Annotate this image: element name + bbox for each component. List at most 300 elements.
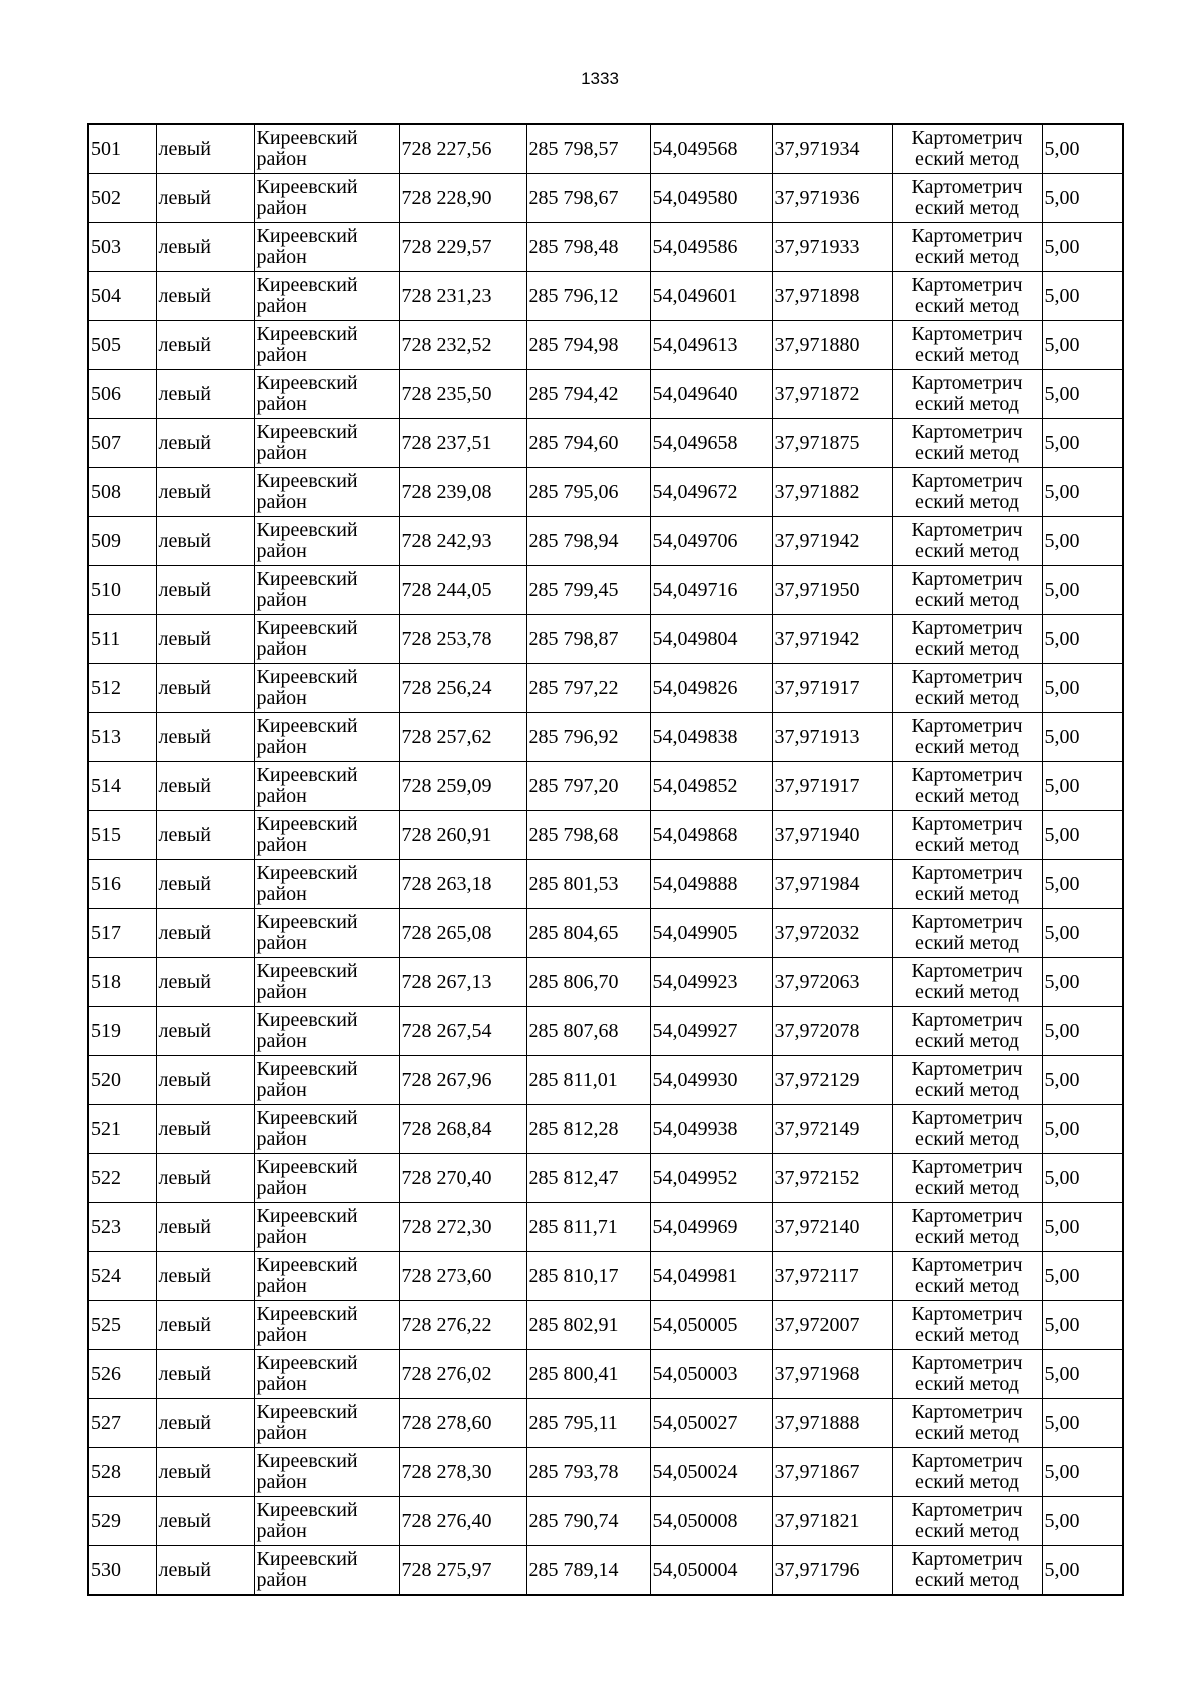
x-coordinate-cell: 728 267,13	[399, 958, 526, 1007]
longitude-cell: 37,972032	[772, 909, 892, 958]
method-cell-line: Картометрич	[911, 1401, 1023, 1423]
side-cell: левый	[156, 762, 254, 811]
side-cell: левый	[156, 321, 254, 370]
district-cell-line: район	[256, 638, 307, 660]
district-cell-line: район	[256, 1422, 307, 1444]
longitude-cell: 37,971898	[772, 272, 892, 321]
method-cell	[892, 517, 1042, 566]
y-coordinate-cell: 285 811,01	[526, 1056, 650, 1105]
latitude-cell: 54,049640	[650, 370, 772, 419]
accuracy-cell: 5,00	[1042, 1203, 1123, 1252]
accuracy-cell: 5,00	[1042, 1056, 1123, 1105]
district-cell	[254, 1350, 399, 1399]
side-cell: левый	[156, 174, 254, 223]
method-cell	[892, 174, 1042, 223]
table-row	[88, 1497, 1123, 1546]
method-cell-line: еский метод	[915, 344, 1019, 366]
table-row	[88, 762, 1123, 811]
point-number-cell: 509	[88, 517, 156, 566]
method-cell-line: Картометрич	[911, 960, 1023, 982]
method-cell-line: Картометрич	[911, 568, 1023, 590]
method-cell-line: еский метод	[915, 932, 1019, 954]
method-cell-line: еский метод	[915, 1373, 1019, 1395]
district-cell-line: район	[256, 1471, 307, 1493]
method-cell-line: еский метод	[915, 1226, 1019, 1248]
latitude-cell: 54,049613	[650, 321, 772, 370]
x-coordinate-cell: 728 232,52	[399, 321, 526, 370]
y-coordinate-cell: 285 798,94	[526, 517, 650, 566]
table-row	[88, 1203, 1123, 1252]
district-cell-line: Киреевский	[256, 127, 358, 149]
method-cell	[892, 272, 1042, 321]
district-cell	[254, 713, 399, 762]
side-cell: левый	[156, 517, 254, 566]
latitude-cell: 54,049601	[650, 272, 772, 321]
y-coordinate-cell: 285 806,70	[526, 958, 650, 1007]
longitude-cell: 37,971867	[772, 1448, 892, 1497]
method-cell-line: Картометрич	[911, 127, 1023, 149]
method-cell	[892, 713, 1042, 762]
method-cell	[892, 811, 1042, 860]
method-cell	[892, 1301, 1042, 1350]
point-number-cell: 510	[88, 566, 156, 615]
district-cell-line: район	[256, 148, 307, 170]
district-cell-line: район	[256, 1177, 307, 1199]
method-cell-line: Картометрич	[911, 1548, 1023, 1570]
longitude-cell: 37,972140	[772, 1203, 892, 1252]
district-cell	[254, 762, 399, 811]
latitude-cell: 54,049706	[650, 517, 772, 566]
x-coordinate-cell: 728 270,40	[399, 1154, 526, 1203]
district-cell	[254, 811, 399, 860]
method-cell-line: еский метод	[915, 687, 1019, 709]
district-cell	[254, 1497, 399, 1546]
longitude-cell: 37,971913	[772, 713, 892, 762]
x-coordinate-cell: 728 278,60	[399, 1399, 526, 1448]
longitude-cell: 37,971917	[772, 762, 892, 811]
method-cell	[892, 419, 1042, 468]
side-cell: левый	[156, 1301, 254, 1350]
table-row	[88, 664, 1123, 713]
district-cell-line: район	[256, 785, 307, 807]
side-cell: левый	[156, 664, 254, 713]
method-cell-line: Картометрич	[911, 470, 1023, 492]
method-cell	[892, 1497, 1042, 1546]
method-cell	[892, 762, 1042, 811]
side-cell: левый	[156, 272, 254, 321]
district-cell	[254, 958, 399, 1007]
latitude-cell: 54,049952	[650, 1154, 772, 1203]
x-coordinate-cell: 728 227,56	[399, 124, 526, 174]
district-cell-line: Киреевский	[256, 1254, 358, 1276]
method-cell-line: Картометрич	[911, 1107, 1023, 1129]
accuracy-cell: 5,00	[1042, 664, 1123, 713]
side-cell: левый	[156, 124, 254, 174]
y-coordinate-cell: 285 801,53	[526, 860, 650, 909]
table-row	[88, 468, 1123, 517]
district-cell	[254, 321, 399, 370]
table-row	[88, 370, 1123, 419]
latitude-cell: 54,049838	[650, 713, 772, 762]
district-cell	[254, 1301, 399, 1350]
y-coordinate-cell: 285 800,41	[526, 1350, 650, 1399]
method-cell-line: еский метод	[915, 540, 1019, 562]
method-cell	[892, 223, 1042, 272]
method-cell-line: еский метод	[915, 197, 1019, 219]
y-coordinate-cell: 285 812,28	[526, 1105, 650, 1154]
side-cell: левый	[156, 223, 254, 272]
district-cell	[254, 1105, 399, 1154]
x-coordinate-cell: 728 242,93	[399, 517, 526, 566]
method-cell-line: Картометрич	[911, 764, 1023, 786]
method-cell-line: Картометрич	[911, 1352, 1023, 1374]
accuracy-cell: 5,00	[1042, 370, 1123, 419]
point-number-cell: 507	[88, 419, 156, 468]
district-cell	[254, 370, 399, 419]
latitude-cell: 54,049658	[650, 419, 772, 468]
district-cell-line: Киреевский	[256, 1009, 358, 1031]
method-cell	[892, 1350, 1042, 1399]
x-coordinate-cell: 728 253,78	[399, 615, 526, 664]
district-cell	[254, 1399, 399, 1448]
point-number-cell: 522	[88, 1154, 156, 1203]
y-coordinate-cell: 285 797,22	[526, 664, 650, 713]
x-coordinate-cell: 728 276,02	[399, 1350, 526, 1399]
y-coordinate-cell: 285 789,14	[526, 1546, 650, 1596]
longitude-cell: 37,971936	[772, 174, 892, 223]
method-cell-line: Картометрич	[911, 1303, 1023, 1325]
y-coordinate-cell: 285 798,67	[526, 174, 650, 223]
district-cell	[254, 1203, 399, 1252]
district-cell-line: Киреевский	[256, 960, 358, 982]
point-number-cell: 506	[88, 370, 156, 419]
point-number-cell: 504	[88, 272, 156, 321]
latitude-cell: 54,049580	[650, 174, 772, 223]
latitude-cell: 54,049905	[650, 909, 772, 958]
district-cell-line: Киреевский	[256, 1352, 358, 1374]
x-coordinate-cell: 728 265,08	[399, 909, 526, 958]
x-coordinate-cell: 728 276,22	[399, 1301, 526, 1350]
y-coordinate-cell: 285 798,57	[526, 124, 650, 174]
district-cell-line: Киреевский	[256, 666, 358, 688]
district-cell-line: район	[256, 295, 307, 317]
accuracy-cell: 5,00	[1042, 860, 1123, 909]
method-cell-line: Картометрич	[911, 666, 1023, 688]
point-number-cell: 519	[88, 1007, 156, 1056]
district-cell-line: Киреевский	[256, 225, 358, 247]
district-cell	[254, 517, 399, 566]
point-number-cell: 520	[88, 1056, 156, 1105]
district-cell-line: Киреевский	[256, 1450, 358, 1472]
accuracy-cell: 5,00	[1042, 419, 1123, 468]
table-row	[88, 958, 1123, 1007]
table-row	[88, 272, 1123, 321]
district-cell	[254, 468, 399, 517]
accuracy-cell: 5,00	[1042, 1105, 1123, 1154]
table-body	[88, 124, 1123, 1595]
point-number-cell: 511	[88, 615, 156, 664]
table-row	[88, 223, 1123, 272]
method-cell	[892, 860, 1042, 909]
latitude-cell: 54,049888	[650, 860, 772, 909]
table-row	[88, 909, 1123, 958]
district-cell	[254, 1448, 399, 1497]
longitude-cell: 37,972152	[772, 1154, 892, 1203]
side-cell: левый	[156, 1203, 254, 1252]
method-cell-line: еский метод	[915, 1569, 1019, 1591]
table-row	[88, 1105, 1123, 1154]
district-cell	[254, 1252, 399, 1301]
y-coordinate-cell: 285 798,48	[526, 223, 650, 272]
district-cell-line: район	[256, 1569, 307, 1591]
district-cell-line: район	[256, 981, 307, 1003]
district-cell-line: Киреевский	[256, 715, 358, 737]
x-coordinate-cell: 728 231,23	[399, 272, 526, 321]
side-cell: левый	[156, 1007, 254, 1056]
method-cell	[892, 1448, 1042, 1497]
y-coordinate-cell: 285 810,17	[526, 1252, 650, 1301]
district-cell-line: район	[256, 834, 307, 856]
district-cell-line: Киреевский	[256, 1499, 358, 1521]
accuracy-cell: 5,00	[1042, 517, 1123, 566]
longitude-cell: 37,972078	[772, 1007, 892, 1056]
district-cell	[254, 860, 399, 909]
latitude-cell: 54,049672	[650, 468, 772, 517]
method-cell-line: еский метод	[915, 883, 1019, 905]
side-cell: левый	[156, 860, 254, 909]
y-coordinate-cell: 285 795,06	[526, 468, 650, 517]
district-cell	[254, 566, 399, 615]
method-cell-line: Картометрич	[911, 715, 1023, 737]
y-coordinate-cell: 285 798,68	[526, 811, 650, 860]
table-row	[88, 1252, 1123, 1301]
district-cell	[254, 419, 399, 468]
district-cell	[254, 124, 399, 174]
side-cell: левый	[156, 468, 254, 517]
table-row	[88, 811, 1123, 860]
longitude-cell: 37,972149	[772, 1105, 892, 1154]
x-coordinate-cell: 728 260,91	[399, 811, 526, 860]
method-cell-line: еский метод	[915, 295, 1019, 317]
accuracy-cell: 5,00	[1042, 909, 1123, 958]
side-cell: левый	[156, 1497, 254, 1546]
latitude-cell: 54,050005	[650, 1301, 772, 1350]
district-cell-line: район	[256, 393, 307, 415]
side-cell: левый	[156, 958, 254, 1007]
longitude-cell: 37,971872	[772, 370, 892, 419]
y-coordinate-cell: 285 807,68	[526, 1007, 650, 1056]
method-cell	[892, 1105, 1042, 1154]
longitude-cell: 37,971940	[772, 811, 892, 860]
method-cell-line: еский метод	[915, 1030, 1019, 1052]
district-cell-line: район	[256, 932, 307, 954]
method-cell	[892, 124, 1042, 174]
district-cell-line: Киреевский	[256, 813, 358, 835]
latitude-cell: 54,049826	[650, 664, 772, 713]
side-cell: левый	[156, 909, 254, 958]
district-cell	[254, 909, 399, 958]
district-cell-line: Киреевский	[256, 1303, 358, 1325]
table-row	[88, 1350, 1123, 1399]
point-number-cell: 505	[88, 321, 156, 370]
accuracy-cell: 5,00	[1042, 1301, 1123, 1350]
accuracy-cell: 5,00	[1042, 615, 1123, 664]
district-cell-line: Киреевский	[256, 372, 358, 394]
x-coordinate-cell: 728 237,51	[399, 419, 526, 468]
table-row	[88, 1007, 1123, 1056]
point-number-cell: 503	[88, 223, 156, 272]
district-cell-line: район	[256, 491, 307, 513]
district-cell-line: Киреевский	[256, 1548, 358, 1570]
table-row	[88, 1301, 1123, 1350]
point-number-cell: 524	[88, 1252, 156, 1301]
y-coordinate-cell: 285 793,78	[526, 1448, 650, 1497]
x-coordinate-cell: 728 276,40	[399, 1497, 526, 1546]
table-row	[88, 1448, 1123, 1497]
district-cell-line: район	[256, 1079, 307, 1101]
y-coordinate-cell: 285 795,11	[526, 1399, 650, 1448]
longitude-cell: 37,972063	[772, 958, 892, 1007]
method-cell	[892, 1154, 1042, 1203]
longitude-cell: 37,971821	[772, 1497, 892, 1546]
point-number-cell: 514	[88, 762, 156, 811]
accuracy-cell: 5,00	[1042, 174, 1123, 223]
district-cell-line: район	[256, 246, 307, 268]
district-cell-line: Киреевский	[256, 764, 358, 786]
district-cell-line: Киреевский	[256, 1058, 358, 1080]
point-number-cell: 529	[88, 1497, 156, 1546]
x-coordinate-cell: 728 272,30	[399, 1203, 526, 1252]
method-cell-line: Картометрич	[911, 1058, 1023, 1080]
method-cell-line: еский метод	[915, 1324, 1019, 1346]
district-cell-line: район	[256, 883, 307, 905]
method-cell-line: Картометрич	[911, 274, 1023, 296]
accuracy-cell: 5,00	[1042, 1497, 1123, 1546]
method-cell-line: Картометрич	[911, 421, 1023, 443]
district-cell	[254, 615, 399, 664]
latitude-cell: 54,049923	[650, 958, 772, 1007]
point-number-cell: 523	[88, 1203, 156, 1252]
district-cell-line: район	[256, 1324, 307, 1346]
table-row	[88, 1154, 1123, 1203]
latitude-cell: 54,049868	[650, 811, 772, 860]
method-cell-line: еский метод	[915, 1471, 1019, 1493]
district-cell	[254, 1007, 399, 1056]
point-number-cell: 516	[88, 860, 156, 909]
method-cell-line: еский метод	[915, 1128, 1019, 1150]
method-cell-line: Картометрич	[911, 519, 1023, 541]
method-cell-line: еский метод	[915, 148, 1019, 170]
district-cell	[254, 272, 399, 321]
point-number-cell: 512	[88, 664, 156, 713]
coordinates-table	[87, 123, 1124, 1596]
y-coordinate-cell: 285 794,42	[526, 370, 650, 419]
point-number-cell: 517	[88, 909, 156, 958]
point-number-cell: 502	[88, 174, 156, 223]
y-coordinate-cell: 285 796,12	[526, 272, 650, 321]
longitude-cell: 37,971933	[772, 223, 892, 272]
page-number: 1333	[581, 69, 619, 88]
accuracy-cell: 5,00	[1042, 468, 1123, 517]
latitude-cell: 54,049568	[650, 124, 772, 174]
district-cell	[254, 664, 399, 713]
longitude-cell: 37,971968	[772, 1350, 892, 1399]
district-cell-line: район	[256, 540, 307, 562]
point-number-cell: 501	[88, 124, 156, 174]
accuracy-cell: 5,00	[1042, 566, 1123, 615]
method-cell	[892, 958, 1042, 1007]
x-coordinate-cell: 728 267,54	[399, 1007, 526, 1056]
district-cell-line: Киреевский	[256, 911, 358, 933]
method-cell-line: еский метод	[915, 1520, 1019, 1542]
y-coordinate-cell: 285 798,87	[526, 615, 650, 664]
side-cell: левый	[156, 370, 254, 419]
side-cell: левый	[156, 1252, 254, 1301]
method-cell	[892, 468, 1042, 517]
latitude-cell: 54,050027	[650, 1399, 772, 1448]
y-coordinate-cell: 285 794,98	[526, 321, 650, 370]
latitude-cell: 54,050004	[650, 1546, 772, 1596]
longitude-cell: 37,972129	[772, 1056, 892, 1105]
district-cell-line: район	[256, 442, 307, 464]
method-cell-line: Картометрич	[911, 176, 1023, 198]
accuracy-cell: 5,00	[1042, 1448, 1123, 1497]
district-cell-line: Киреевский	[256, 568, 358, 590]
method-cell	[892, 566, 1042, 615]
x-coordinate-cell: 728 244,05	[399, 566, 526, 615]
method-cell-line: еский метод	[915, 1177, 1019, 1199]
district-cell	[254, 174, 399, 223]
side-cell: левый	[156, 713, 254, 762]
method-cell-line: Картометрич	[911, 911, 1023, 933]
table-row	[88, 321, 1123, 370]
latitude-cell: 54,049981	[650, 1252, 772, 1301]
district-cell	[254, 1546, 399, 1596]
latitude-cell: 54,049930	[650, 1056, 772, 1105]
method-cell-line: еский метод	[915, 736, 1019, 758]
table-row	[88, 615, 1123, 664]
y-coordinate-cell: 285 797,20	[526, 762, 650, 811]
side-cell: левый	[156, 1056, 254, 1105]
accuracy-cell: 5,00	[1042, 1154, 1123, 1203]
method-cell	[892, 321, 1042, 370]
district-cell-line: Киреевский	[256, 1401, 358, 1423]
longitude-cell: 37,971888	[772, 1399, 892, 1448]
latitude-cell: 54,049969	[650, 1203, 772, 1252]
y-coordinate-cell: 285 811,71	[526, 1203, 650, 1252]
district-cell-line: район	[256, 736, 307, 758]
x-coordinate-cell: 728 273,60	[399, 1252, 526, 1301]
method-cell	[892, 615, 1042, 664]
table-row	[88, 1546, 1123, 1596]
method-cell-line: еский метод	[915, 1079, 1019, 1101]
district-cell-line: Киреевский	[256, 1156, 358, 1178]
district-cell-line: Киреевский	[256, 421, 358, 443]
district-cell-line: Киреевский	[256, 470, 358, 492]
point-number-cell: 527	[88, 1399, 156, 1448]
method-cell	[892, 1252, 1042, 1301]
longitude-cell: 37,971880	[772, 321, 892, 370]
method-cell-line: Картометрич	[911, 1450, 1023, 1472]
side-cell: левый	[156, 1154, 254, 1203]
method-cell-line: еский метод	[915, 393, 1019, 415]
table-row	[88, 517, 1123, 566]
district-cell-line: Киреевский	[256, 862, 358, 884]
y-coordinate-cell: 285 812,47	[526, 1154, 650, 1203]
district-cell-line: Киреевский	[256, 1107, 358, 1129]
district-cell	[254, 223, 399, 272]
point-number-cell: 515	[88, 811, 156, 860]
